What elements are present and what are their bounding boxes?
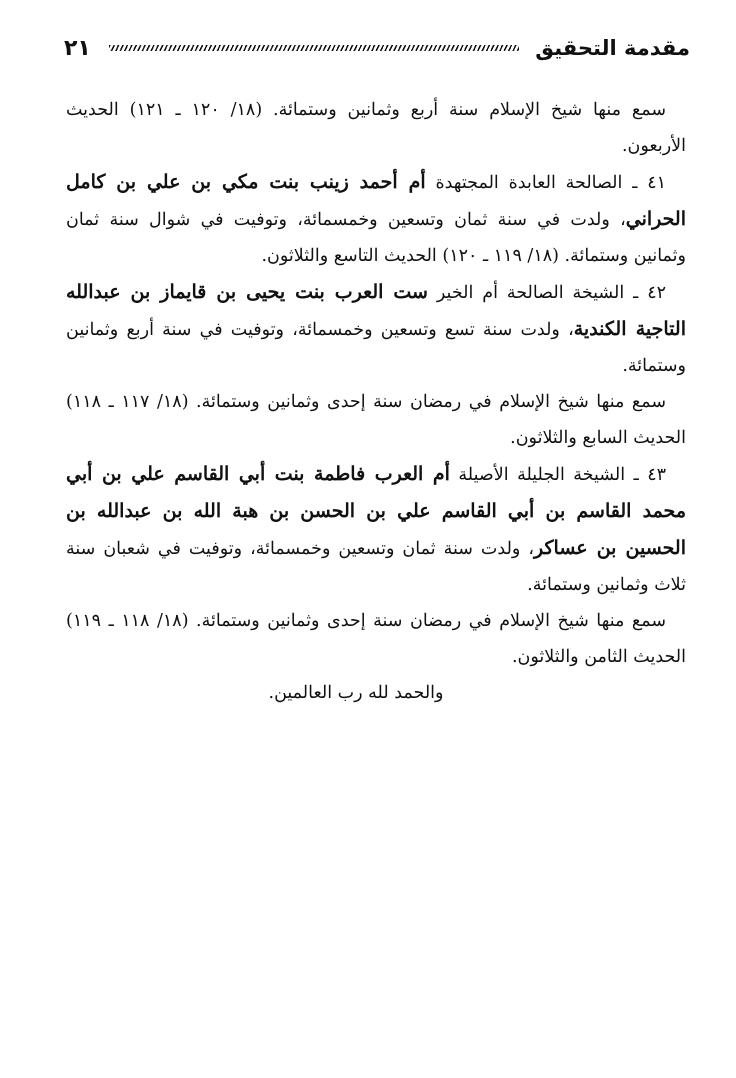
paragraph-text: ، ولدت سنة ثمان وتسعين وخمسمائة، وتوفيت في شعبان سنة ثلاث وثمانين وستمائة. xyxy=(66,539,686,595)
paragraph-text: سمع منها شيخ الإسلام في رمضان سنة إحدى وثمانين وستمائة. (١٨/ ١١٧ ـ ١١٨) الحديث السابع والثلاثون. xyxy=(66,392,686,448)
paragraph-6 xyxy=(66,603,686,675)
paragraph-text: سمع منها شيخ الإسلام سنة أربع وثمانين وستمائة. (١٨/ ١٢٠ ـ ١٢١) الحديث الأربعون. xyxy=(66,100,686,156)
paragraph-3-entry-42 xyxy=(66,274,686,384)
paragraph-text: ٤٢ ـ الشيخة الصالحة أم الخير xyxy=(427,283,667,303)
paragraph-text: ، ولدت سنة تسع وتسعين وخمسمائة، وتوفيت في سنة أربع وثمانين وستمائة. xyxy=(66,320,686,376)
page-body xyxy=(66,92,686,711)
paragraph-2-entry-41 xyxy=(66,164,686,274)
paragraph-text: سمع منها شيخ الإسلام في رمضان سنة إحدى وثمانين وستمائة. (١٨/ ١١٨ ـ ١١٩) الحديث الثامن والثلاثون. xyxy=(66,611,686,667)
entry-name-bold: أم العرب فاطمة بنت أبي القاسم علي بن أبي محمد القاسم بن أبي القاسم علي بن الحسن بن هبة الله بن عبدالله بن الحسين بن عساكر xyxy=(66,463,686,559)
paragraph-5-entry-43 xyxy=(66,456,686,603)
paragraph-4 xyxy=(66,384,686,456)
paragraph-text: ٤١ ـ الصالحة العابدة المجتهدة xyxy=(425,173,666,193)
paragraph-text: ٤٣ ـ الشيخة الجليلة الأصيلة xyxy=(449,465,666,485)
page-number: ٢١ xyxy=(64,35,91,61)
entry-name-bold: ست العرب بنت يحيى بن قايماز بن عبدالله التاجية الكندية xyxy=(66,281,686,340)
running-title: مقدمة التحقيق xyxy=(535,36,690,60)
closing-line: والحمد لله رب العالمين. xyxy=(268,683,444,703)
paragraph-text: ، ولدت في سنة ثمان وتسعين وخمسمائة، وتوفيت في شوال سنة ثمان وثمانين وستمائة. (١٨/ ١١٩ ـ ١٢٠) الحديث التاسع والثلاثون. xyxy=(66,210,686,266)
entry-name-bold: أم أحمد زينب بنت مكي بن علي بن كامل الحراني xyxy=(66,171,686,230)
page-header xyxy=(64,28,690,68)
paragraph-1 xyxy=(66,92,686,164)
header-rule xyxy=(109,45,519,51)
